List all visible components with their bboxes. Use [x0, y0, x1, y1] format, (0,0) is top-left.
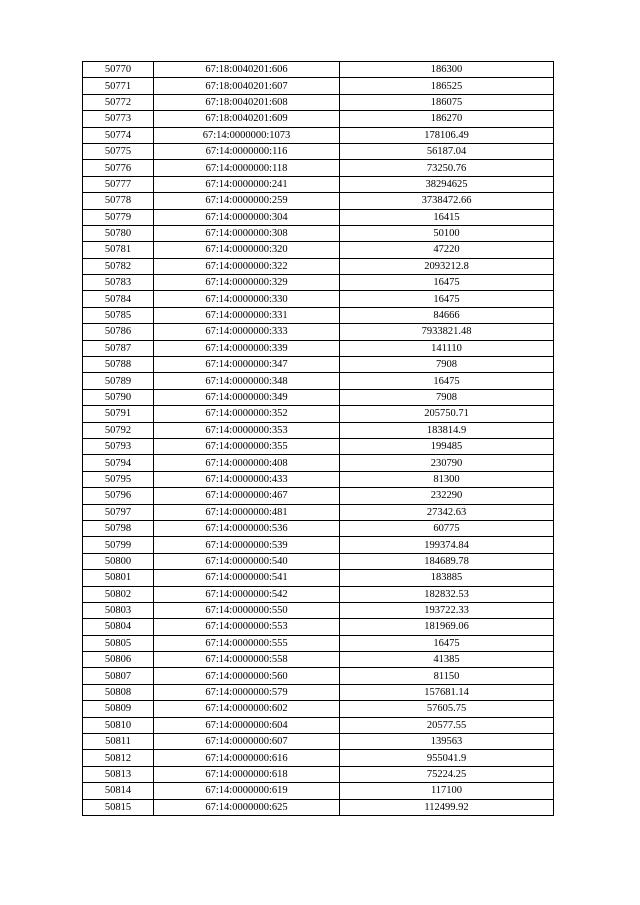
value-cell: 139563: [340, 734, 554, 750]
table-body: [83, 62, 554, 816]
value-cell: 75224.25: [340, 766, 554, 782]
table-row: [83, 488, 554, 504]
cadastral-number-cell: 67:14:0000000:602: [154, 701, 340, 717]
cadastral-number-cell: 67:18:0040201:609: [154, 111, 340, 127]
cadastral-number-cell: 67:14:0000000:241: [154, 176, 340, 192]
value-cell: 7933821.48: [340, 324, 554, 340]
value-cell: 230790: [340, 455, 554, 471]
row-number-cell: 50791: [83, 406, 154, 422]
row-number-cell: 50779: [83, 209, 154, 225]
row-number-cell: 50781: [83, 242, 154, 258]
row-number-cell: 50775: [83, 143, 154, 159]
value-cell: 186075: [340, 94, 554, 110]
table-row: [83, 553, 554, 569]
cadastral-number-cell: 67:14:0000000:352: [154, 406, 340, 422]
value-cell: 27342.63: [340, 504, 554, 520]
row-number-cell: 50773: [83, 111, 154, 127]
cadastral-number-cell: 67:18:0040201:607: [154, 78, 340, 94]
row-number-cell: 50806: [83, 652, 154, 668]
value-cell: 50100: [340, 225, 554, 241]
row-number-cell: 50800: [83, 553, 154, 569]
value-cell: 193722.33: [340, 602, 554, 618]
row-number-cell: 50788: [83, 357, 154, 373]
cadastral-number-cell: 67:14:0000000:536: [154, 520, 340, 536]
row-number-cell: 50790: [83, 389, 154, 405]
cadastral-number-cell: 67:14:0000000:555: [154, 635, 340, 651]
value-cell: 16475: [340, 291, 554, 307]
table-row: [83, 717, 554, 733]
row-number-cell: 50803: [83, 602, 154, 618]
value-cell: 3738472.66: [340, 193, 554, 209]
table-row: [83, 127, 554, 143]
value-cell: 81150: [340, 668, 554, 684]
table-row: [83, 94, 554, 110]
cadastral-number-cell: 67:14:0000000:540: [154, 553, 340, 569]
value-cell: 199374.84: [340, 537, 554, 553]
value-cell: 181969.06: [340, 619, 554, 635]
row-number-cell: 50801: [83, 570, 154, 586]
row-number-cell: 50802: [83, 586, 154, 602]
row-number-cell: 50794: [83, 455, 154, 471]
value-cell: 178106.49: [340, 127, 554, 143]
cadastral-number-cell: 67:14:0000000:539: [154, 537, 340, 553]
value-cell: 232290: [340, 488, 554, 504]
table-row: [83, 520, 554, 536]
cadastral-number-cell: 67:14:0000000:329: [154, 275, 340, 291]
value-cell: 16475: [340, 635, 554, 651]
row-number-cell: 50784: [83, 291, 154, 307]
row-number-cell: 50813: [83, 766, 154, 782]
row-number-cell: 50793: [83, 438, 154, 454]
cadastral-number-cell: 67:14:0000000:607: [154, 734, 340, 750]
table-row: [83, 750, 554, 766]
value-cell: 7908: [340, 389, 554, 405]
value-cell: 112499.92: [340, 799, 554, 815]
cadastral-number-cell: 67:14:0000000:1073: [154, 127, 340, 143]
value-cell: 205750.71: [340, 406, 554, 422]
table-row: [83, 160, 554, 176]
table-row: [83, 455, 554, 471]
row-number-cell: 50812: [83, 750, 154, 766]
table-row: [83, 62, 554, 78]
table-row: [83, 111, 554, 127]
table-row: [83, 684, 554, 700]
value-cell: 2093212.8: [340, 258, 554, 274]
cadastral-number-cell: 67:14:0000000:553: [154, 619, 340, 635]
value-cell: 117100: [340, 783, 554, 799]
table-row: [83, 635, 554, 651]
value-cell: 81300: [340, 471, 554, 487]
value-cell: 186300: [340, 62, 554, 78]
value-cell: 47220: [340, 242, 554, 258]
row-number-cell: 50804: [83, 619, 154, 635]
cadastral-number-cell: 67:14:0000000:433: [154, 471, 340, 487]
table-row: [83, 602, 554, 618]
cadastral-number-cell: 67:14:0000000:619: [154, 783, 340, 799]
table-row: [83, 783, 554, 799]
value-cell: 20577.55: [340, 717, 554, 733]
row-number-cell: 50772: [83, 94, 154, 110]
value-cell: 182832.53: [340, 586, 554, 602]
value-cell: 16415: [340, 209, 554, 225]
table-row: [83, 291, 554, 307]
table-row: [83, 389, 554, 405]
value-cell: 141110: [340, 340, 554, 356]
cadastral-number-cell: 67:14:0000000:558: [154, 652, 340, 668]
table-row: [83, 537, 554, 553]
value-cell: 57605.75: [340, 701, 554, 717]
table-row: [83, 373, 554, 389]
row-number-cell: 50792: [83, 422, 154, 438]
value-cell: 183885: [340, 570, 554, 586]
cadastral-number-cell: 67:14:0000000:348: [154, 373, 340, 389]
row-number-cell: 50783: [83, 275, 154, 291]
value-cell: 199485: [340, 438, 554, 454]
cadastral-number-cell: 67:14:0000000:560: [154, 668, 340, 684]
cadastral-number-cell: 67:14:0000000:349: [154, 389, 340, 405]
cadastral-number-cell: 67:14:0000000:118: [154, 160, 340, 176]
table-row: [83, 324, 554, 340]
value-cell: 157681.14: [340, 684, 554, 700]
table-row: [83, 799, 554, 815]
cadastral-number-cell: 67:14:0000000:542: [154, 586, 340, 602]
cadastral-number-cell: 67:14:0000000:322: [154, 258, 340, 274]
cadastral-number-cell: 67:14:0000000:330: [154, 291, 340, 307]
row-number-cell: 50807: [83, 668, 154, 684]
value-cell: 186270: [340, 111, 554, 127]
row-number-cell: 50798: [83, 520, 154, 536]
cadastral-number-cell: 67:14:0000000:339: [154, 340, 340, 356]
value-cell: 955041.9: [340, 750, 554, 766]
value-cell: 186525: [340, 78, 554, 94]
row-number-cell: 50780: [83, 225, 154, 241]
row-number-cell: 50797: [83, 504, 154, 520]
table-row: [83, 586, 554, 602]
table-row: [83, 422, 554, 438]
value-cell: 41385: [340, 652, 554, 668]
row-number-cell: 50795: [83, 471, 154, 487]
row-number-cell: 50770: [83, 62, 154, 78]
cadastral-number-cell: 67:14:0000000:481: [154, 504, 340, 520]
row-number-cell: 50778: [83, 193, 154, 209]
value-cell: 184689.78: [340, 553, 554, 569]
table-row: [83, 209, 554, 225]
value-cell: 16475: [340, 373, 554, 389]
table-row: [83, 78, 554, 94]
cadastral-number-cell: 67:14:0000000:467: [154, 488, 340, 504]
cadastral-number-cell: 67:14:0000000:604: [154, 717, 340, 733]
table-row: [83, 570, 554, 586]
row-number-cell: 50810: [83, 717, 154, 733]
cadastral-number-cell: 67:14:0000000:308: [154, 225, 340, 241]
table-row: [83, 307, 554, 323]
row-number-cell: 50789: [83, 373, 154, 389]
table-row: [83, 193, 554, 209]
cadastral-number-cell: 67:18:0040201:608: [154, 94, 340, 110]
row-number-cell: 50814: [83, 783, 154, 799]
value-cell: 84666: [340, 307, 554, 323]
cadastral-number-cell: 67:14:0000000:259: [154, 193, 340, 209]
table-row: [83, 357, 554, 373]
cadastral-number-cell: 67:14:0000000:304: [154, 209, 340, 225]
table-row: [83, 143, 554, 159]
table-row: [83, 242, 554, 258]
value-cell: 16475: [340, 275, 554, 291]
table-row: [83, 275, 554, 291]
table-row: [83, 340, 554, 356]
table-row: [83, 406, 554, 422]
table-row: [83, 701, 554, 717]
row-number-cell: 50811: [83, 734, 154, 750]
row-number-cell: 50799: [83, 537, 154, 553]
cadastral-number-cell: 67:14:0000000:331: [154, 307, 340, 323]
cadastral-number-cell: 67:14:0000000:625: [154, 799, 340, 815]
cadastral-number-cell: 67:14:0000000:579: [154, 684, 340, 700]
table-row: [83, 471, 554, 487]
value-cell: 183814.9: [340, 422, 554, 438]
value-cell: 7908: [340, 357, 554, 373]
cadastral-number-cell: 67:18:0040201:606: [154, 62, 340, 78]
table-row: [83, 668, 554, 684]
row-number-cell: 50805: [83, 635, 154, 651]
row-number-cell: 50809: [83, 701, 154, 717]
cadastral-number-cell: 67:14:0000000:320: [154, 242, 340, 258]
table-row: [83, 766, 554, 782]
table-row: [83, 438, 554, 454]
cadastral-number-cell: 67:14:0000000:355: [154, 438, 340, 454]
table-row: [83, 176, 554, 192]
cadastral-value-table: [82, 61, 554, 816]
table-row: [83, 619, 554, 635]
row-number-cell: 50771: [83, 78, 154, 94]
value-cell: 56187.04: [340, 143, 554, 159]
row-number-cell: 50796: [83, 488, 154, 504]
cadastral-number-cell: 67:14:0000000:541: [154, 570, 340, 586]
row-number-cell: 50774: [83, 127, 154, 143]
row-number-cell: 50785: [83, 307, 154, 323]
table-row: [83, 504, 554, 520]
row-number-cell: 50815: [83, 799, 154, 815]
cadastral-number-cell: 67:14:0000000:353: [154, 422, 340, 438]
table-row: [83, 225, 554, 241]
row-number-cell: 50808: [83, 684, 154, 700]
row-number-cell: 50782: [83, 258, 154, 274]
cadastral-number-cell: 67:14:0000000:616: [154, 750, 340, 766]
row-number-cell: 50777: [83, 176, 154, 192]
row-number-cell: 50786: [83, 324, 154, 340]
value-cell: 38294625: [340, 176, 554, 192]
cadastral-number-cell: 67:14:0000000:408: [154, 455, 340, 471]
table-row: [83, 734, 554, 750]
cadastral-number-cell: 67:14:0000000:116: [154, 143, 340, 159]
row-number-cell: 50787: [83, 340, 154, 356]
table-row: [83, 652, 554, 668]
value-cell: 60775: [340, 520, 554, 536]
cadastral-number-cell: 67:14:0000000:347: [154, 357, 340, 373]
cadastral-number-cell: 67:14:0000000:550: [154, 602, 340, 618]
table-row: [83, 258, 554, 274]
value-cell: 73250.76: [340, 160, 554, 176]
cadastral-number-cell: 67:14:0000000:618: [154, 766, 340, 782]
cadastral-number-cell: 67:14:0000000:333: [154, 324, 340, 340]
row-number-cell: 50776: [83, 160, 154, 176]
